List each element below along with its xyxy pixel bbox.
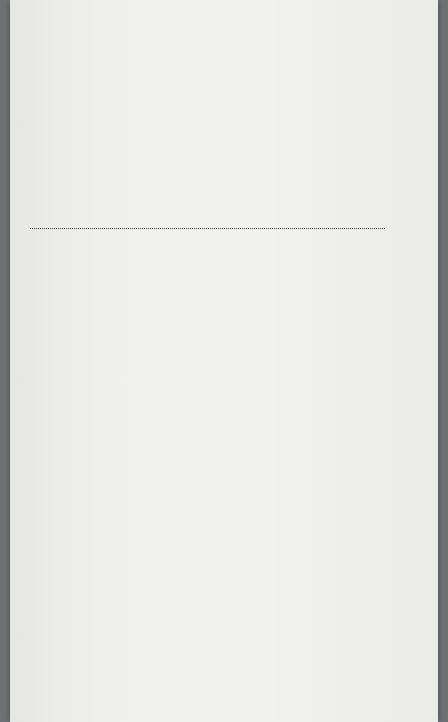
spacer — [27, 206, 404, 216]
anthology-entry — [27, 231, 404, 246]
book-page — [10, 0, 438, 722]
dot-leader — [30, 228, 385, 229]
spacer — [27, 246, 404, 254]
table-of-contents — [27, 206, 404, 254]
